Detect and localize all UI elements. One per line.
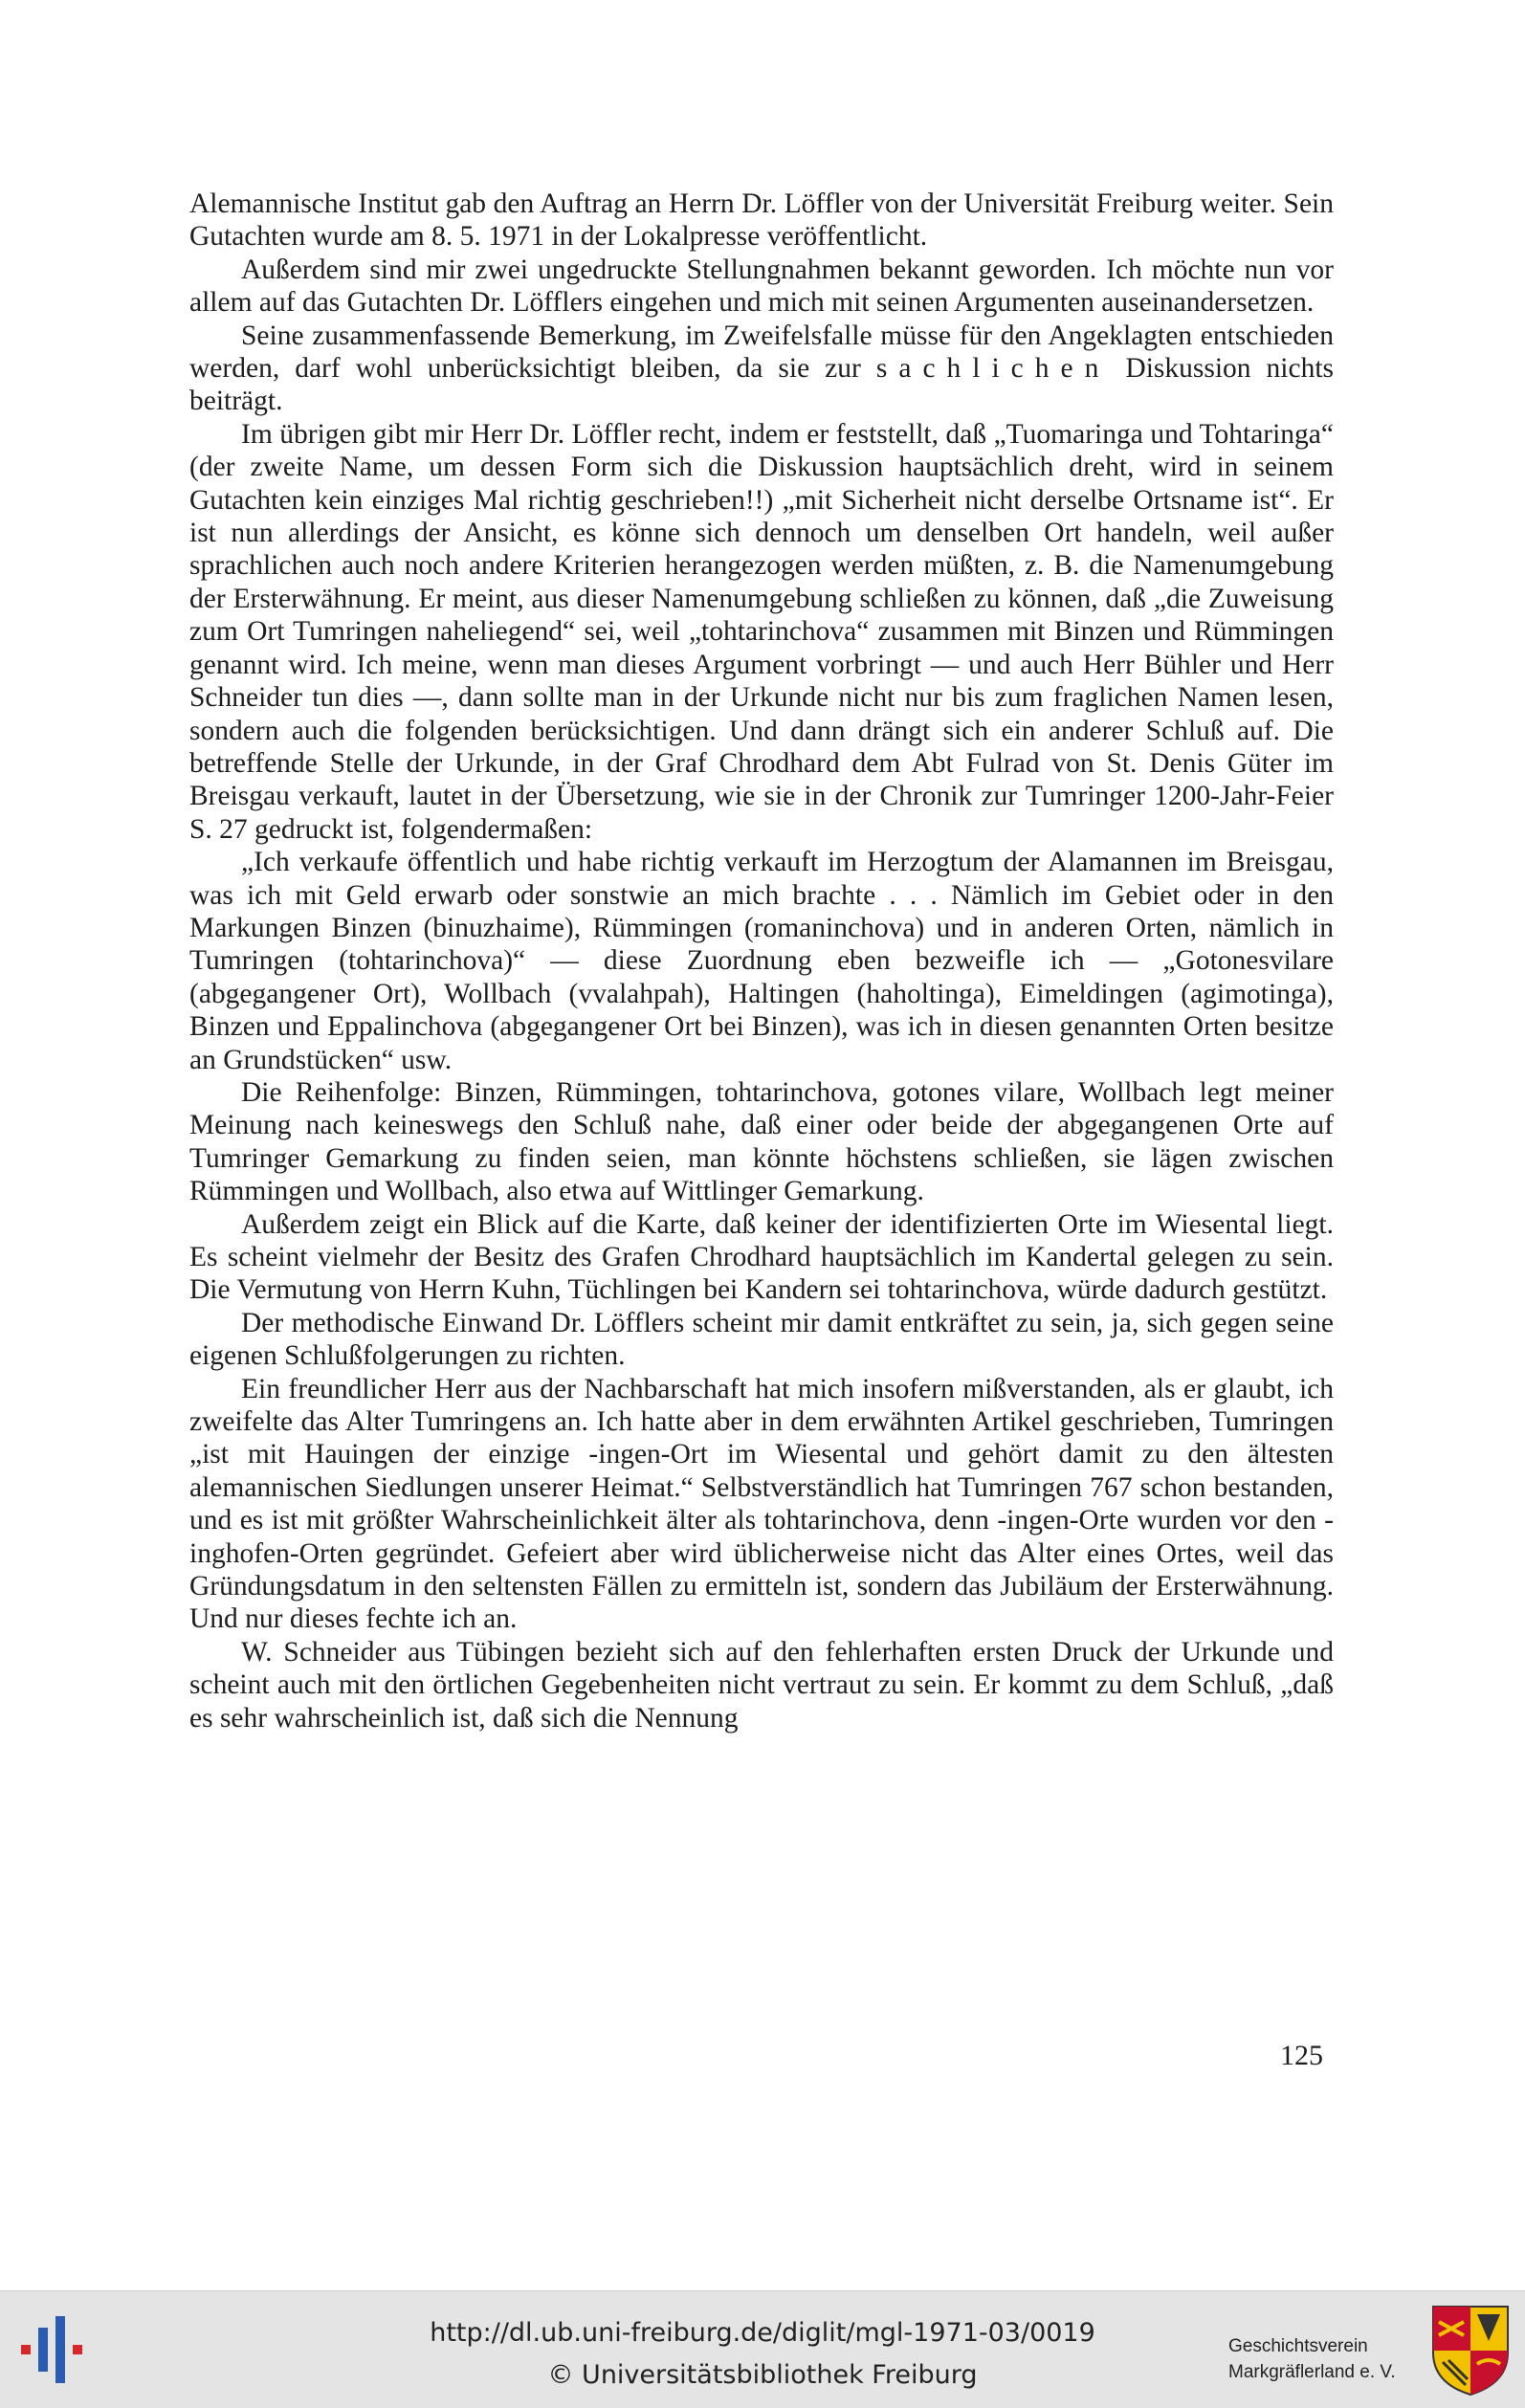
paragraph-3: [189, 320, 1334, 418]
coat-of-arms-icon[interactable]: [1429, 2303, 1512, 2398]
society-line-1: Geschichtsverein: [1228, 2336, 1368, 2356]
paragraph-8: Der methodische Einwand Dr. Löfflers scheint mir damit entkräftet zu sein, ja, sich gegen seine eigenen Schlußfolgerungen zu richten.: [189, 1307, 1334, 1372]
paragraph-10: W. Schneider aus Tübingen bezieht sich auf den fehlerhaften ersten Druck der Urkunde und scheint auch mit den örtlichen Gegebenheiten nicht vertraut zu sein. Er kommt zu dem Schluß, „daß es sehr wahrscheinlich ist, daß sich die Nennung: [189, 1636, 1334, 1734]
copyright-text: © Universitätsbibliothek Freiburg: [547, 2360, 978, 2390]
footer-bar: [0, 2290, 1525, 2408]
paragraph-7: Außerdem zeigt ein Blick auf die Karte, daß keiner der identifizierten Orte im Wiesental liegt. Es scheint vielmehr der Besitz des Grafen Chrodhard hauptsächlich im Kandertal gelegen zu sein. Die Vermutung von Herrn Kuhn, Tüchlingen bei Kandern sei tohtarinchova, würde dadurch gestützt.: [189, 1208, 1334, 1306]
society-line-2: Markgräflerland e. V.: [1228, 2362, 1396, 2382]
paragraph-3-after: Diskussion nichts beiträgt.: [189, 353, 1335, 417]
permalink-url[interactable]: http://dl.ub.uni-freiburg.de/diglit/mgl-1971-03/0019: [430, 2318, 1095, 2348]
paragraph-3-before: Seine zusammenfassende Bemerkung, im Zweifelsfalle müsse für den Angeklagten entschieden werden, darf wohl unberücksichtigt bleiben, da sie zur: [189, 320, 1334, 385]
society-name[interactable]: [1228, 2333, 1420, 2385]
paragraph-9: Ein freundlicher Herr aus der Nachbarschaft hat mich insofern mißverstanden, als er glaubt, ich zweifelte das Alter Tumringens an. Ich hatte aber in dem erwähnten Artikel geschrieben, Tumringen „ist mit Hauingen der einzige -ingen-Ort im Wiesental und gehört damit zu den ältesten alemannischen Siedlungen unserer Heimat.“ Selbstverständlich hat Tumringen 767 schon bestanden, und es ist mit größter Wahrscheinlichkeit älter als tohtarinchova, denn -ingen-Orte wurden vor den -inghofen-Orten gegründet. Gefeiert aber wird üblicherweise nicht das Alter eines Ortes, weil das Gründungsdatum in den seltensten Fällen zu ermitteln ist, sondern das Jubiläum der Ersterwähnung. Und nur dieses fechte ich an.: [189, 1373, 1334, 1635]
page-number: 125: [1280, 2040, 1323, 2071]
body-text: [189, 188, 1334, 1734]
paragraph-2: Außerdem sind mir zwei ungedruckte Stellungnahmen bekannt geworden. Ich möchte nun vor allem auf das Gutachten Dr. Löfflers eingehen und mich mit seinen Argumenten auseinandersetzen.: [189, 254, 1334, 319]
paragraph-1: Alemannische Institut gab den Auftrag an Herrn Dr. Löffler von der Universität Freiburg weiter. Sein Gutachten wurde am 8. 5. 1971 in der Lokalpresse veröffentlicht.: [189, 188, 1334, 253]
paragraph-5: „Ich verkaufe öffentlich und habe richtig verkauft im Herzogtum der Alamannen im Breisgau, was ich mit Geld erwarb oder sonstwie an mich brachte . . . Nämlich im Gebiet oder in den Markungen Binzen (binuzhaime), Rümmingen (romaninchova) und in anderen Orten, nämlich in Tumringen (tohtarinchova)“ — diese Zuordnung eben bezweifle ich — „Gotonesvilare (abgegangener Ort), Wollbach (vvalahpah), Haltingen (haholtinga), Eimeldingen (agimotinga), Binzen und Eppalinchova (abgegangener Ort bei Binzen), was ich in diesen genannten Orten besitze an Grundstücken“ usw.: [189, 847, 1334, 1075]
spaced-word: sachlichen: [875, 353, 1111, 385]
paragraph-6: Die Reihenfolge: Binzen, Rümmingen, tohtarinchova, gotones vilare, Wollbach legt meiner Meinung nach keineswegs den Schluß nahe, daß einer oder beide der abgegangenen Orte auf Tumringer Gemarkung zu finden seien, man könnte höchstens schließen, sie lägen zwischen Rümmingen und Wollbach, also etwa auf Wittlinger Gemarkung.: [189, 1076, 1334, 1207]
paragraph-4: Im übrigen gibt mir Herr Dr. Löffler recht, indem er feststellt, daß „Tuomaringa und Tohtaringa“ (der zweite Name, um dessen Form sich die Diskussion hauptsächlich dreht, wird in seinem Gutachten kein einziges Mal richtig geschrieben!!) „mit Sicherheit nicht derselbe Ortsname ist“. Er ist nun allerdings der Ansicht, es könne sich dennoch um denselben Ort handeln, weil außer sprachlichen auch noch andere Kriterien herangezogen werden müßten, z. B. die Namenumgebung der Ersterwähnung. Er meint, aus dieser Namenumgebung schließen zu können, daß „die Zuweisung zum Ort Tumringen naheliegend“ sei, weil „tohtarinchova“ zusammen mit Binzen und Rümmingen genannt wird. Ich meine, wenn man dieses Argument vorbringt — und auch Herr Bühler und Herr Schneider tun dies —, dann sollte man in der Urkunde nicht nur bis zum fraglichen Namen lesen, sondern auch die folgenden berücksichtigen. Und dann drängt sich ein anderer Schluß auf. Die betreffende Stelle der Urkunde, in der Graf Chrodhard dem Abt Fulrad von St. Denis Güter im Breisgau verkauft, lautet in der Übersetzung, wie sie in der Chronik zur Tumringer 1200-Jahr-Feier S. 27 gedruckt ist, folgendermaßen:: [189, 418, 1334, 845]
